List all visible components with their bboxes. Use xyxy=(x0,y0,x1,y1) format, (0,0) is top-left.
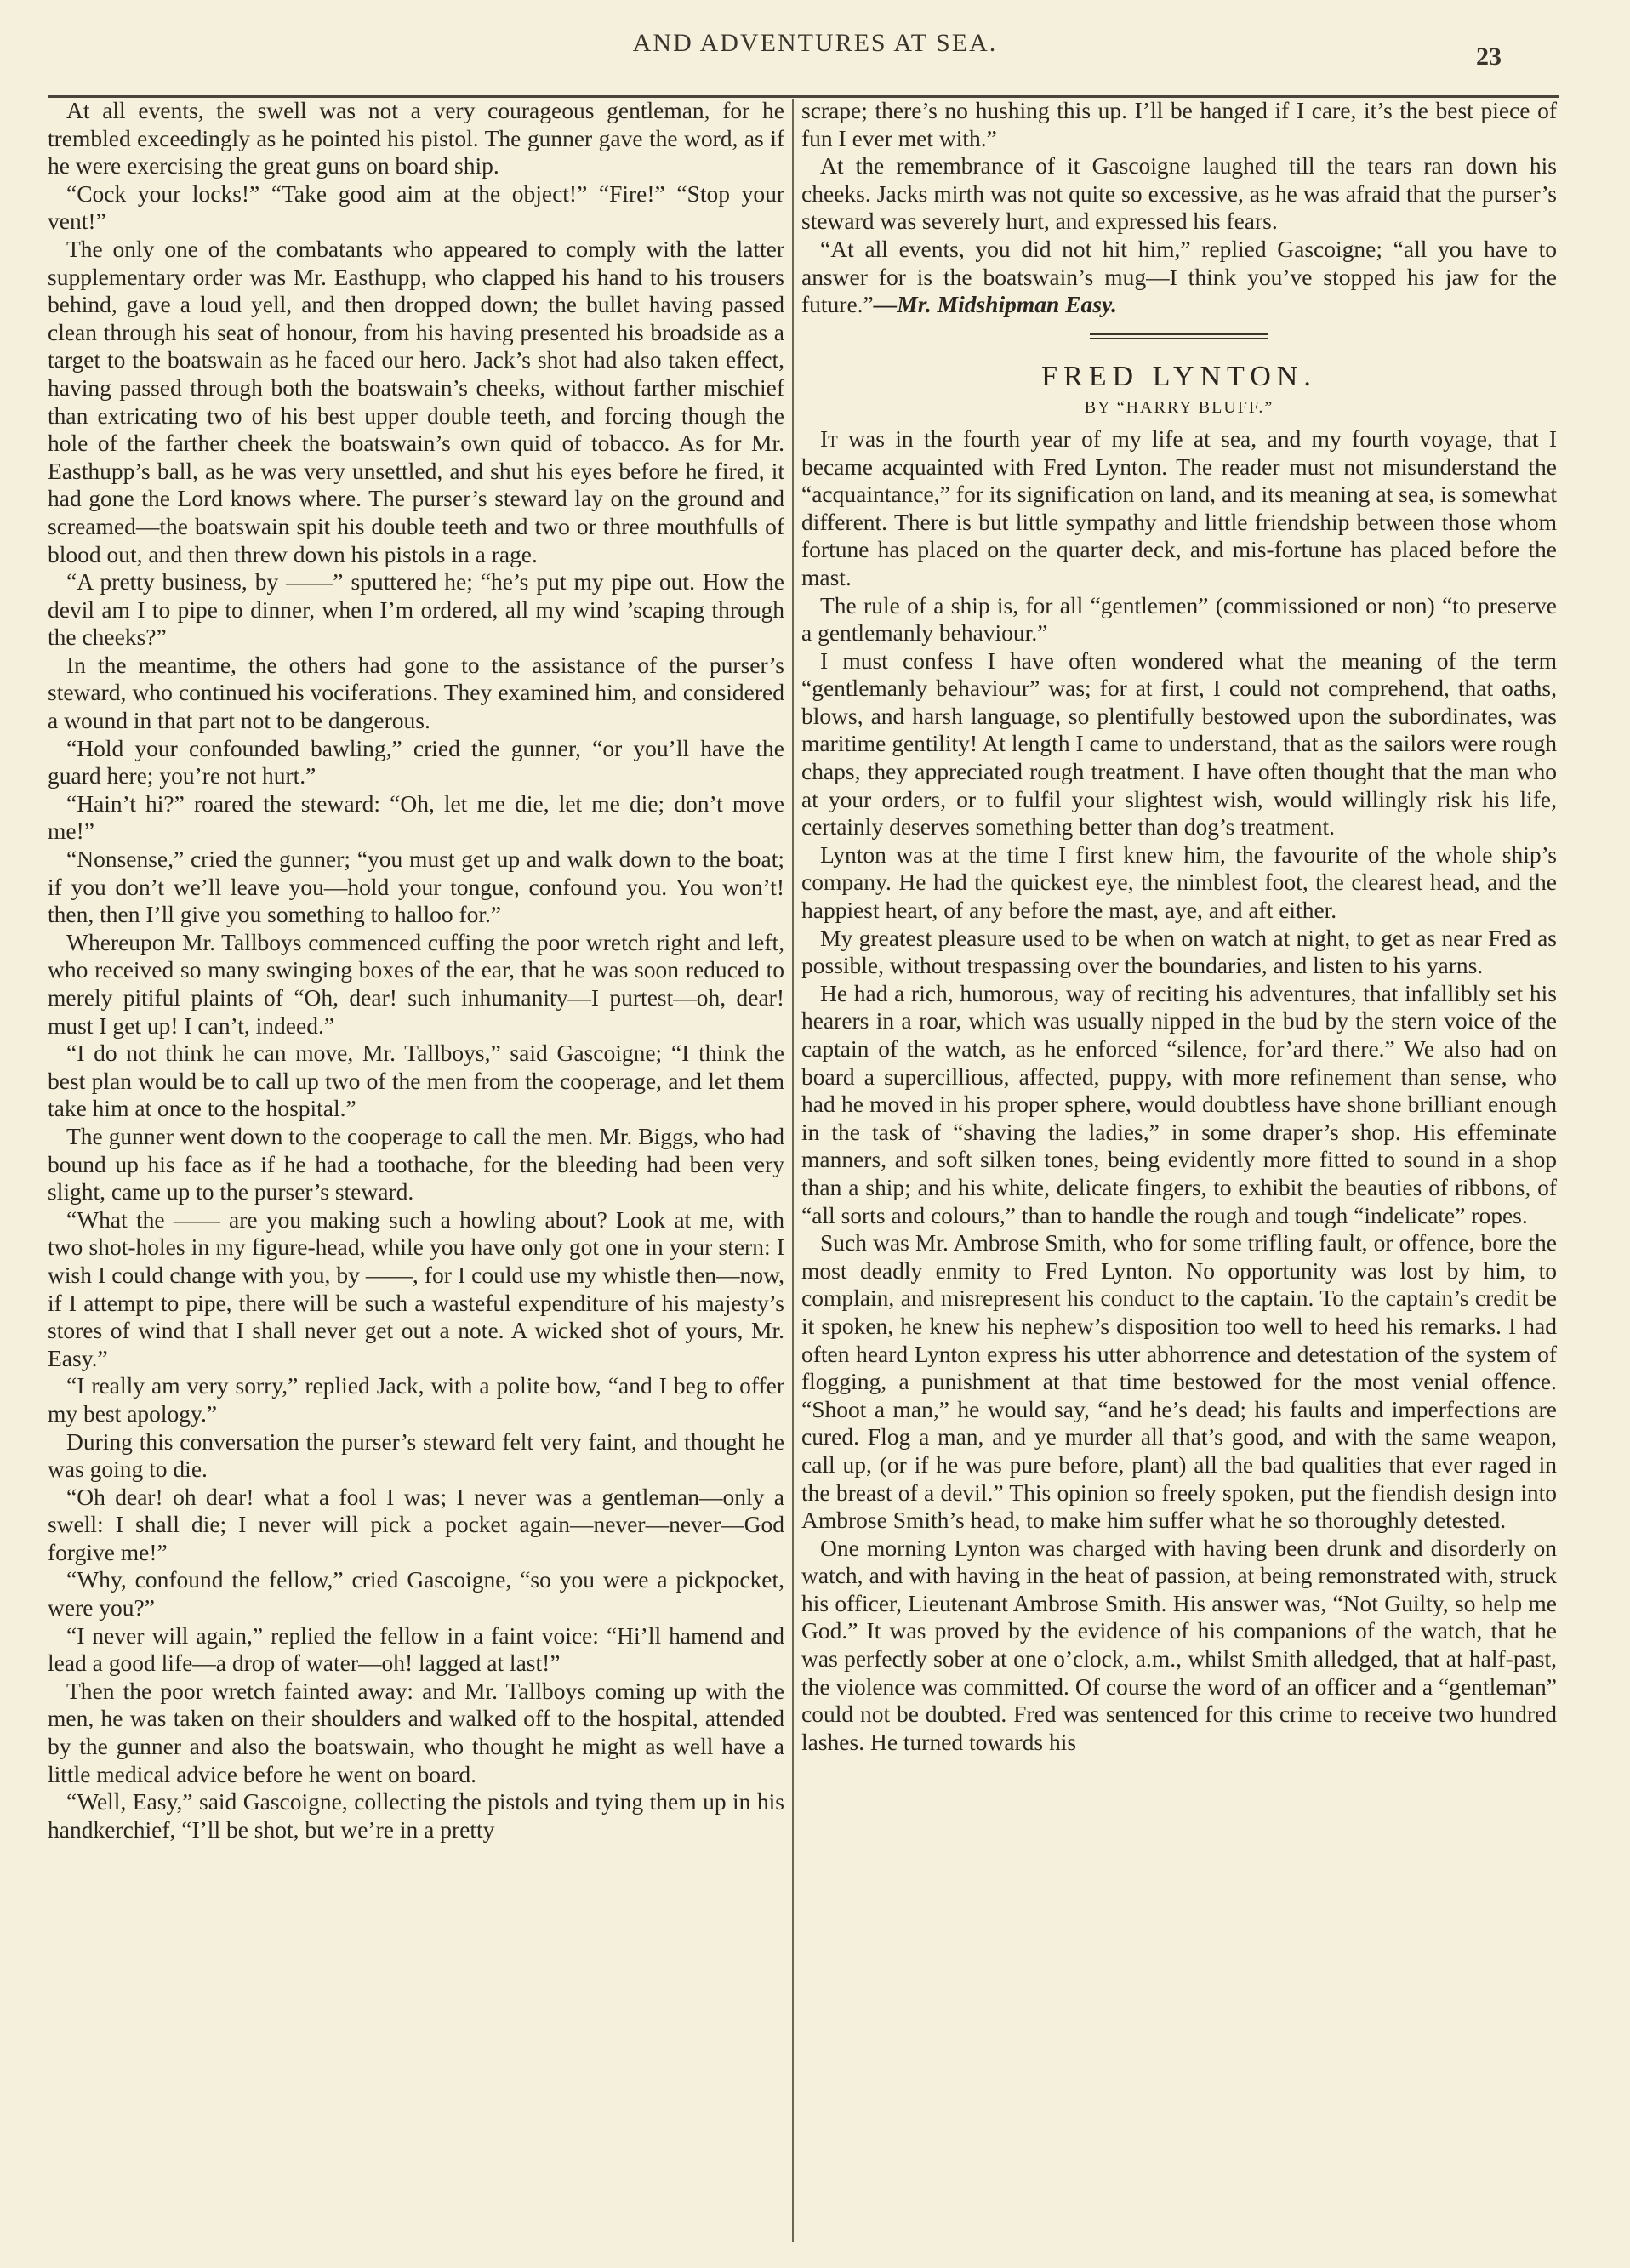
paragraph xyxy=(801,236,1557,319)
page-number: 23 xyxy=(1476,43,1502,71)
paragraph: He had a rich, humorous, way of reciting his adventures, that infallibly set his hearers in a roar, which was usually nipped in the bud by the stern voice of the captain of the watch, as he enforced “silence, for’ard there.” We also had on board a supercillious, affected, puppy, with more refinement than sense, who had he moved in his proper sphere, would doubtless have shone brilliant enough in the task of “shaving the ladies,” in some draper’s shop. His effeminate manners, and soft silken tones, being evidently more fitted to sound in a shop than a ship; and his white, delicate fingers, to exhibit the beauties of ribbons, of “all sorts and colours,” than to handle the rough and tough “indelicate” ropes. xyxy=(801,979,1557,1228)
paragraph: Such was Mr. Ambrose Smith, who for some trifling fault, or offence, bore the most deadly enmity to Fred Lynton. No opportunity was lost by him, to complain, and misrepresent his conduct to the captain. To the captain’s credit be it spoken, he knew his nephew’s disposition too well to heed his remarks. I had often heard Lynton express his utter abhorrence and detestation of the system of flogging, a punishment at that time bestowed for the most venial offence. “Shoot a man,” he would say, “and he’s dead; his faults and imperfections are cured. Flog a man, and ye murder all that’s good, and with the same weapon, call up, (or if he was pure before, plant) all the bad qualities that ever raged in the breast of a devil.” This opinion so freely spoken, put the fiendish design into Ambrose Smith’s head, to make him suffer what he so thoroughly detested. xyxy=(801,1229,1557,1534)
paragraph: The gunner went down to the cooperage to call the men. Mr. Biggs, who had bound up his face as if he had a toothache, for the bleeding had been very slight, came up to the purser’s steward. xyxy=(48,1122,784,1205)
running-title: AND ADVENTURES AT SEA. xyxy=(632,29,998,57)
source-attribution: —Mr. Midshipman Easy. xyxy=(873,291,1118,318)
paragraph-text: was in the fourth year of my life at sea, and my fourth voyage, that I became acquainted with Fred Lynton. The reader must not misunderstand the “acquaintance,” for its signification on land, and its meaning at sea, is somewhat different. There is but little sympathy and little friendship between those whom fortune has placed on the quarter deck, and mis-fortune has placed before the mast. xyxy=(801,425,1557,590)
paragraph: “What the —— are you making such a howling about? Look at me, with two shot-holes in my figure-head, while you have only got one in your stern: I wish I could change with you, by ——, for I could use my whistle then—now, if I attempt to pipe, there will be such a wasteful expenditure of his majesty’s stores of wind that I shall never get out a note. A wicked shot of yours, Mr. Easy.” xyxy=(48,1205,784,1371)
paragraph: “Nonsense,” cried the gunner; “you must get up and walk down to the boat; if you don’t we’ll leave you—hold your tongue, confound you. You won’t! then, then I’ll give you something to halloo for.” xyxy=(48,846,784,928)
paragraph: “Hain’t hi?” roared the steward: “Oh, let me die, let me die; don’t move me!” xyxy=(48,789,784,845)
section-divider xyxy=(1090,333,1268,339)
paragraph: “Why, confound the fellow,” cried Gascoigne, “so you were a pickpocket, were you?” xyxy=(48,1566,784,1621)
paragraph: Lynton was at the time I first knew him, the favourite of the whole ship’s company. He had the quickest eye, the nimblest foot, the clearest head, and the happiest heart, of any before the mast, aye, and aft either. xyxy=(801,841,1557,924)
paragraph: Then the poor wretch fainted away: and Mr. Tallboys coming up with the men, he was taken on their shoulders and walked off to the hospital, attended by the gunner and also the boatswain, who thought he might as well have a little medical advice before he went on board. xyxy=(48,1677,784,1787)
paragraph: “I do not think he can move, Mr. Tallboys,” said Gascoigne; “I think the best plan would be to call up two of the men from the cooperage, and let them take him at once to the hospital.” xyxy=(48,1040,784,1122)
paragraph: The only one of the combatants who appeared to comply with the latter supplementary order was Mr. Easthupp, who clapped his hand to his trousers behind, gave a loud yell, and then dropped down; the bullet having passed clean through his seat of honour, from his having presented his broadside as a target to the boatswain as he faced our hero. Jack’s shot had also taken effect, having passed through both the boatswain’s cheeks, without farther mischief than extricating two of his best upper double teeth, and forcing though the hole of the farther cheek the boatswain’s own quid of tobacco. As for Mr. Easthupp’s ball, as he was very unsettled, and shut his eyes before he fired, it had gone the Lord knows where. The purser’s steward lay on the ground and screamed—the boatswain spit his double teeth and two or three mouthfulls of blood out, and then threw down his pistols in a rage. xyxy=(48,235,784,567)
paragraph: At the remembrance of it Gascoigne laughed till the tears ran down his cheeks. Jacks mirth was not quite so excessive, as he was afraid that the purser’s steward was severely hurt, and expressed his fears. xyxy=(801,152,1557,235)
paragraph: scrape; there’s no hushing this up. I’ll be hanged if I care, it’s the best piece of fun I ever met with.” xyxy=(801,97,1557,151)
paragraph: One morning Lynton was charged with having been drunk and disorderly on watch, and with having in the heat of passion, at being remonstrated with, struck his officer, Lieutenant Ambrose Smith. His answer was, “Not Guilty, so help me God.” It was proved by the evidence of his companions of the watch, that he was perfectly sober at one o’clock, a.m., whilst Smith alledged, that at half-past, the violence was committed. Of course the word of an officer and a “gentleman” could not be doubted. Fred was sentenced for this crime to receive two hundred lashes. He turned towards his xyxy=(801,1534,1557,1755)
paragraph: During this conversation the purser’s steward felt very faint, and thought he was going to die. xyxy=(48,1427,784,1483)
quote-text: “At all events, you did not hit him,” replied Gascoigne; “all you have to answer for is the boatswain’s mug—I think you’ve stopped his jaw for the future.” xyxy=(801,235,1557,318)
paragraph xyxy=(801,425,1557,592)
story-byline: BY “HARRY BLUFF.” xyxy=(1084,398,1274,418)
paragraph: The rule of a ship is, for all “gentlemen” (commissioned or non) “to preserve a gentlemanly behaviour.” xyxy=(801,591,1557,647)
paragraph: “Well, Easy,” said Gascoigne, collecting the pistols and tying them up in his handkerchief, “I’ll be shot, but we’re in a pretty xyxy=(48,1788,784,1843)
story-title: FRED LYNTON. xyxy=(1041,360,1317,392)
paragraph: At all events, the swell was not a very courageous gentleman, for he trembled exceedingly as he pointed his pistol. The gunner gave the word, as if he were exercising the great guns on board ship. xyxy=(48,97,784,180)
right-column xyxy=(801,97,1557,1756)
paragraph: I must confess I have often wondered what the meaning of the term “gentlemanly behaviour” was; for at first, I could not comprehend, that oaths, blows, and harsh language, so plentifully bestowed upon the subordinates, was maritime gentility! At length I came to understand, that as the sailors were rough chaps, they appreciated rough treatment. I have often thought that the man who at your orders, or to fulfil your slightest wish, would willingly risk his life, certainly deserves something better than dog’s treatment. xyxy=(801,647,1557,841)
paragraph: “Oh dear! oh dear! what a fool I was; I never was a gentleman—only a swell: I shall die; I never will pick a pocket again—never—never—God forgive me!” xyxy=(48,1483,784,1565)
paragraph: My greatest pleasure used to be when on watch at night, to get as near Fred as possible, without trespassing over the boundaries, and listen to his yarns. xyxy=(801,924,1557,979)
paragraph: “Cock your locks!” “Take good aim at the object!” “Fire!” “Stop your vent!” xyxy=(48,180,784,235)
paragraph: “I never will again,” replied the fellow in a faint voice: “Hi’ll hamend and lead a good life—a drop of water—oh! lagged at last!” xyxy=(48,1621,784,1677)
opening-word: It xyxy=(820,425,838,452)
paragraph: “I really am very sorry,” replied Jack, with a polite bow, “and I beg to offer my best apology.” xyxy=(48,1372,784,1427)
column-divider xyxy=(792,99,794,2242)
paragraph: “A pretty business, by ——” sputtered he; “he’s put my pipe out. How the devil am I to pipe to dinner, when I’m ordered, all my wind ’scaping through the cheeks?” xyxy=(48,568,784,651)
paragraph: In the meantime, the others had gone to the assistance of the purser’s steward, who continued his vociferations. They examined him, and considered a wound in that part not to be dangerous. xyxy=(48,651,784,734)
paragraph: “Hold your confounded bawling,” cried the gunner, “or you’ll have the guard here; you’re not hurt.” xyxy=(48,734,784,789)
paragraph: Whereupon Mr. Tallboys commenced cuffing the poor wretch right and left, who received so many swinging boxes of the ear, that he was soon reduced to merely pitiful plaints of “Oh, dear! such inhumanity—I purtest—oh, dear! must I get up! I can’t, indeed.” xyxy=(48,928,784,1039)
left-column xyxy=(48,97,784,1843)
